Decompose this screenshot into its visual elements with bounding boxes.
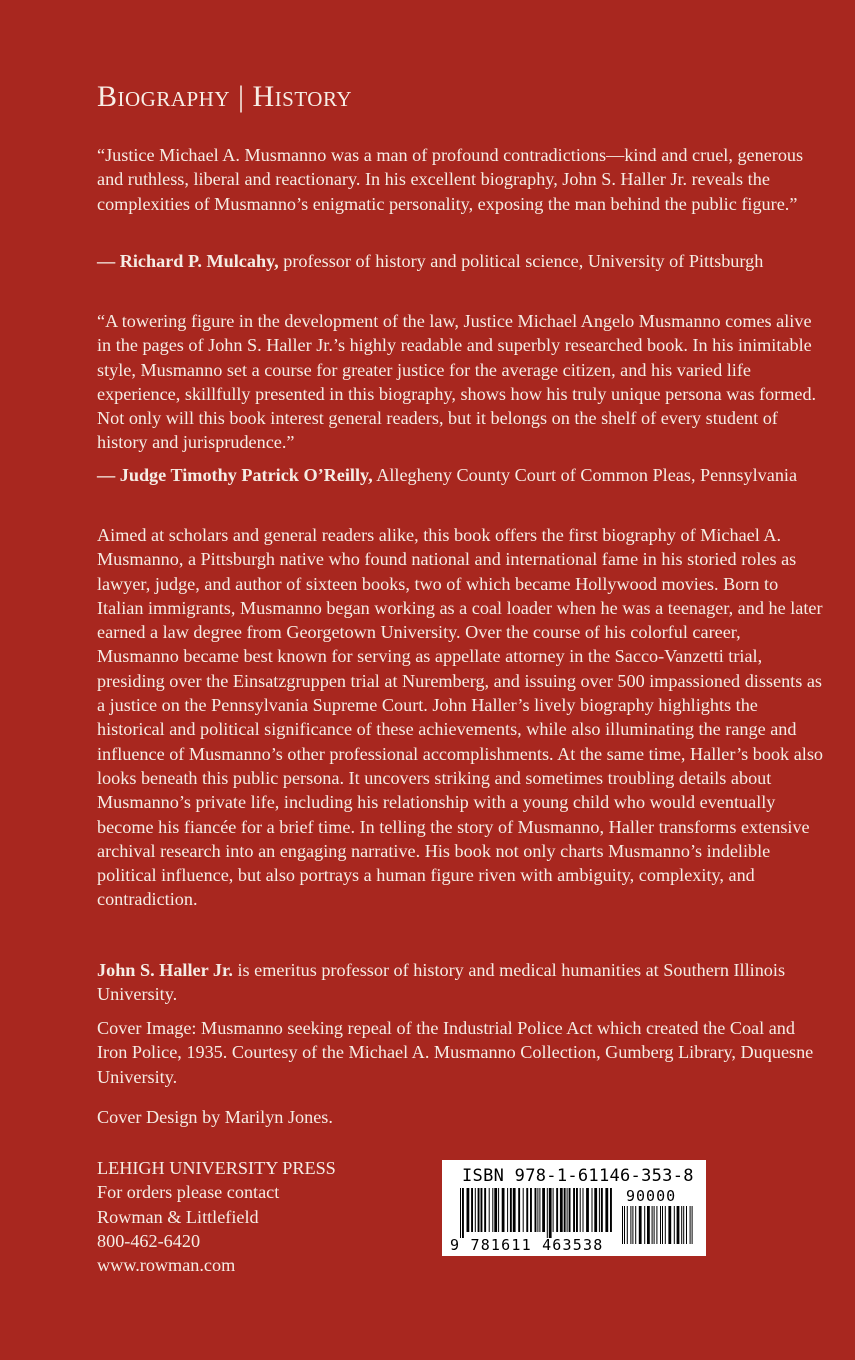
barcode-bar [478, 1188, 480, 1232]
barcode-bar [668, 1206, 671, 1244]
book-description [97, 523, 827, 912]
barcode-bar [652, 1206, 653, 1244]
barcode-bar [601, 1188, 603, 1232]
barcode-bar [523, 1188, 524, 1232]
barcode-bar [692, 1206, 693, 1244]
barcode-bar [630, 1206, 631, 1244]
barcode-bar [510, 1188, 512, 1232]
barcode-bar [492, 1188, 493, 1232]
barcode-bar [553, 1188, 554, 1232]
cover-image-credit [97, 1016, 827, 1089]
barcode-bar [481, 1188, 483, 1232]
barcode-bar [605, 1188, 608, 1232]
website: www.rowman.com [97, 1255, 236, 1276]
barcode-bar [580, 1188, 581, 1232]
isbn-barcode [442, 1160, 706, 1256]
barcode-bar [494, 1188, 497, 1232]
attribution-title: professor of history and political science, University of Pittsburgh [278, 251, 764, 271]
category-heading: Biography | History [97, 80, 352, 113]
barcode-bar [471, 1188, 473, 1232]
attribution-name: — Judge Timothy Patrick O’Reilly, [97, 465, 373, 485]
endorsement-attribution-2 [97, 463, 827, 487]
publisher-name: LEHIGH UNIVERSITY PRESS [97, 1158, 336, 1178]
barcode-bar [627, 1206, 628, 1244]
barcode-bar [518, 1188, 520, 1232]
ean-barcode-bars [460, 1188, 614, 1238]
barcode-bar [560, 1188, 563, 1232]
barcode-bar [567, 1188, 568, 1232]
barcode-bar [647, 1206, 650, 1244]
barcode-bar [660, 1206, 661, 1244]
barcode-bar [632, 1206, 633, 1244]
barcode-bar [624, 1206, 625, 1244]
barcode-bar [539, 1188, 540, 1232]
cover-design-credit [97, 1105, 827, 1129]
cover-image-credit-text: Cover Image: Musmanno seeking repeal of the Industrial Police Act which created the Coal and Iron Police, 1935. Courtesy of the Michael A. Musmanno Collection, Gumberg Library, Duquesne University. [97, 1018, 814, 1087]
barcode-bar [526, 1188, 528, 1232]
barcode-bar [644, 1206, 645, 1244]
isbn-label: ISBN 978-1-61146-353-8 [462, 1166, 694, 1186]
attribution-title: Allegheny County Court of Common Pleas, Pennsylvania [372, 465, 798, 485]
barcode-bar [460, 1188, 461, 1238]
attribution-name: — Richard P. Mulcahy, [97, 251, 279, 271]
barcode-bar [484, 1188, 486, 1232]
barcode-bar [549, 1188, 552, 1238]
barcode-bar [635, 1206, 636, 1244]
barcode-bar [547, 1188, 548, 1238]
barcode-bar [656, 1206, 657, 1244]
barcode-bar [507, 1188, 508, 1232]
barcode-bar [573, 1188, 575, 1232]
barcode-bar [599, 1188, 600, 1232]
barcode-bar [498, 1188, 499, 1232]
barcode-bar [677, 1206, 680, 1244]
barcode-bar [610, 1188, 612, 1232]
endorsement-attribution-1 [97, 249, 827, 273]
barcode-bar [530, 1188, 532, 1232]
barcode-bar [467, 1188, 470, 1232]
addon-barcode-bars [622, 1206, 694, 1250]
barcode-bar [542, 1188, 545, 1232]
barcode-bar [537, 1188, 538, 1232]
barcode-bar [681, 1206, 682, 1244]
barcode-bar [489, 1188, 490, 1232]
barcode-bar [513, 1188, 516, 1232]
barcode-bar [535, 1188, 537, 1232]
barcode-bar [583, 1188, 584, 1232]
barcode-bar [662, 1206, 663, 1244]
price-code: 90000 [626, 1187, 677, 1205]
quote-text: “Justice Michael A. Musmanno was a man of profound contradictions—kind and cruel, generous and ruthless, liberal and reactionary. In his excellent biography, John S. Haller Jr. reveals the complexities of Musmanno’s enigmatic personality, exposing the man behind the public figure.” [97, 145, 804, 214]
barcode-bar [475, 1188, 476, 1232]
ean-digits: 9 781611 463538 [450, 1236, 604, 1254]
barcode-bar [592, 1188, 593, 1232]
barcode-bar [586, 1188, 589, 1232]
endorsement-quote-1 [97, 143, 827, 216]
orders-line: For orders please contact [97, 1182, 280, 1203]
barcode-bar [462, 1188, 464, 1238]
barcode-bar [556, 1188, 558, 1232]
barcode-bar [502, 1188, 505, 1232]
author-bio [97, 958, 827, 1007]
author-bio-text: is emeritus professor of history and medical humanities at Southern Illinois University. [97, 960, 786, 1005]
barcode-bar [665, 1206, 666, 1244]
barcode-bar [569, 1188, 571, 1232]
barcode-bar [564, 1188, 566, 1232]
quote-text: “A towering figure in the development of the law, Justice Michael Angelo Musmanno comes alive in the pages of John S. Haller Jr.’s highly readable and superbly researched book. In his inimitable style, Musmanno set a course for greater justice for the average citizen, and his varied life experience, skillfully presented in this biography, shows how his truly unique persona was formed. Not only will this book interest general readers, but it belongs on the shelf of every student of history and jurisprudence.” [97, 311, 817, 453]
barcode-bar [674, 1206, 675, 1244]
barcode-bar [683, 1206, 684, 1244]
barcode-bar [686, 1206, 687, 1244]
barcode-bar [594, 1188, 597, 1232]
author-name: John S. Haller Jr. [97, 960, 233, 980]
description-text: Aimed at scholars and general readers alike, this book offers the first biography of Michael A. Musmanno, a Pittsburgh native who found national and international fame in his storied roles as lawyer, judge, and author of sixteen books, two of which became Hollywood movies. Born to Italian immigrants, Musmanno began working as a coal loader when he was a teenager, and he later earned a law degree from Georgetown University. Over the course of his colorful career, Musmanno became best known for serving as appellate attorney in the Sacco-Vanzetti trial, presiding over the Einsatzgruppen trial at Nuremberg, and issuing over 500 impassioned dissents as a justice on the Pennsylvania Supreme Court. John Haller’s lively biography highlights the historical and political significance of these achievements, while also illuminating the range and influence of Musmanno’s other professional accomplishments. At the same time, Haller’s book also looks beneath this public persona. It uncovers striking and sometimes troubling details about Musmanno’s private life, including his relationship with a young child who would eventually become his fiancée for a brief time. In telling the story of Musmanno, Haller transforms extensive archival research into an engaging narrative. His book not only charts Musmanno’s indelible political influence, but also portrays a human figure riven with ambiguity, complexity, and contradiction. [97, 525, 823, 910]
cover-design-credit-text: Cover Design by Marilyn Jones. [97, 1107, 333, 1127]
phone-number: 800-462-6420 [97, 1230, 201, 1251]
endorsement-quote-2 [97, 309, 827, 455]
barcode-bar [622, 1206, 623, 1244]
barcode-bar [639, 1206, 642, 1244]
distributor-name: Rowman & Littlefield [97, 1206, 259, 1227]
barcode-bar [576, 1188, 578, 1232]
barcode-bar [690, 1206, 691, 1244]
barcode-bar [654, 1206, 655, 1244]
